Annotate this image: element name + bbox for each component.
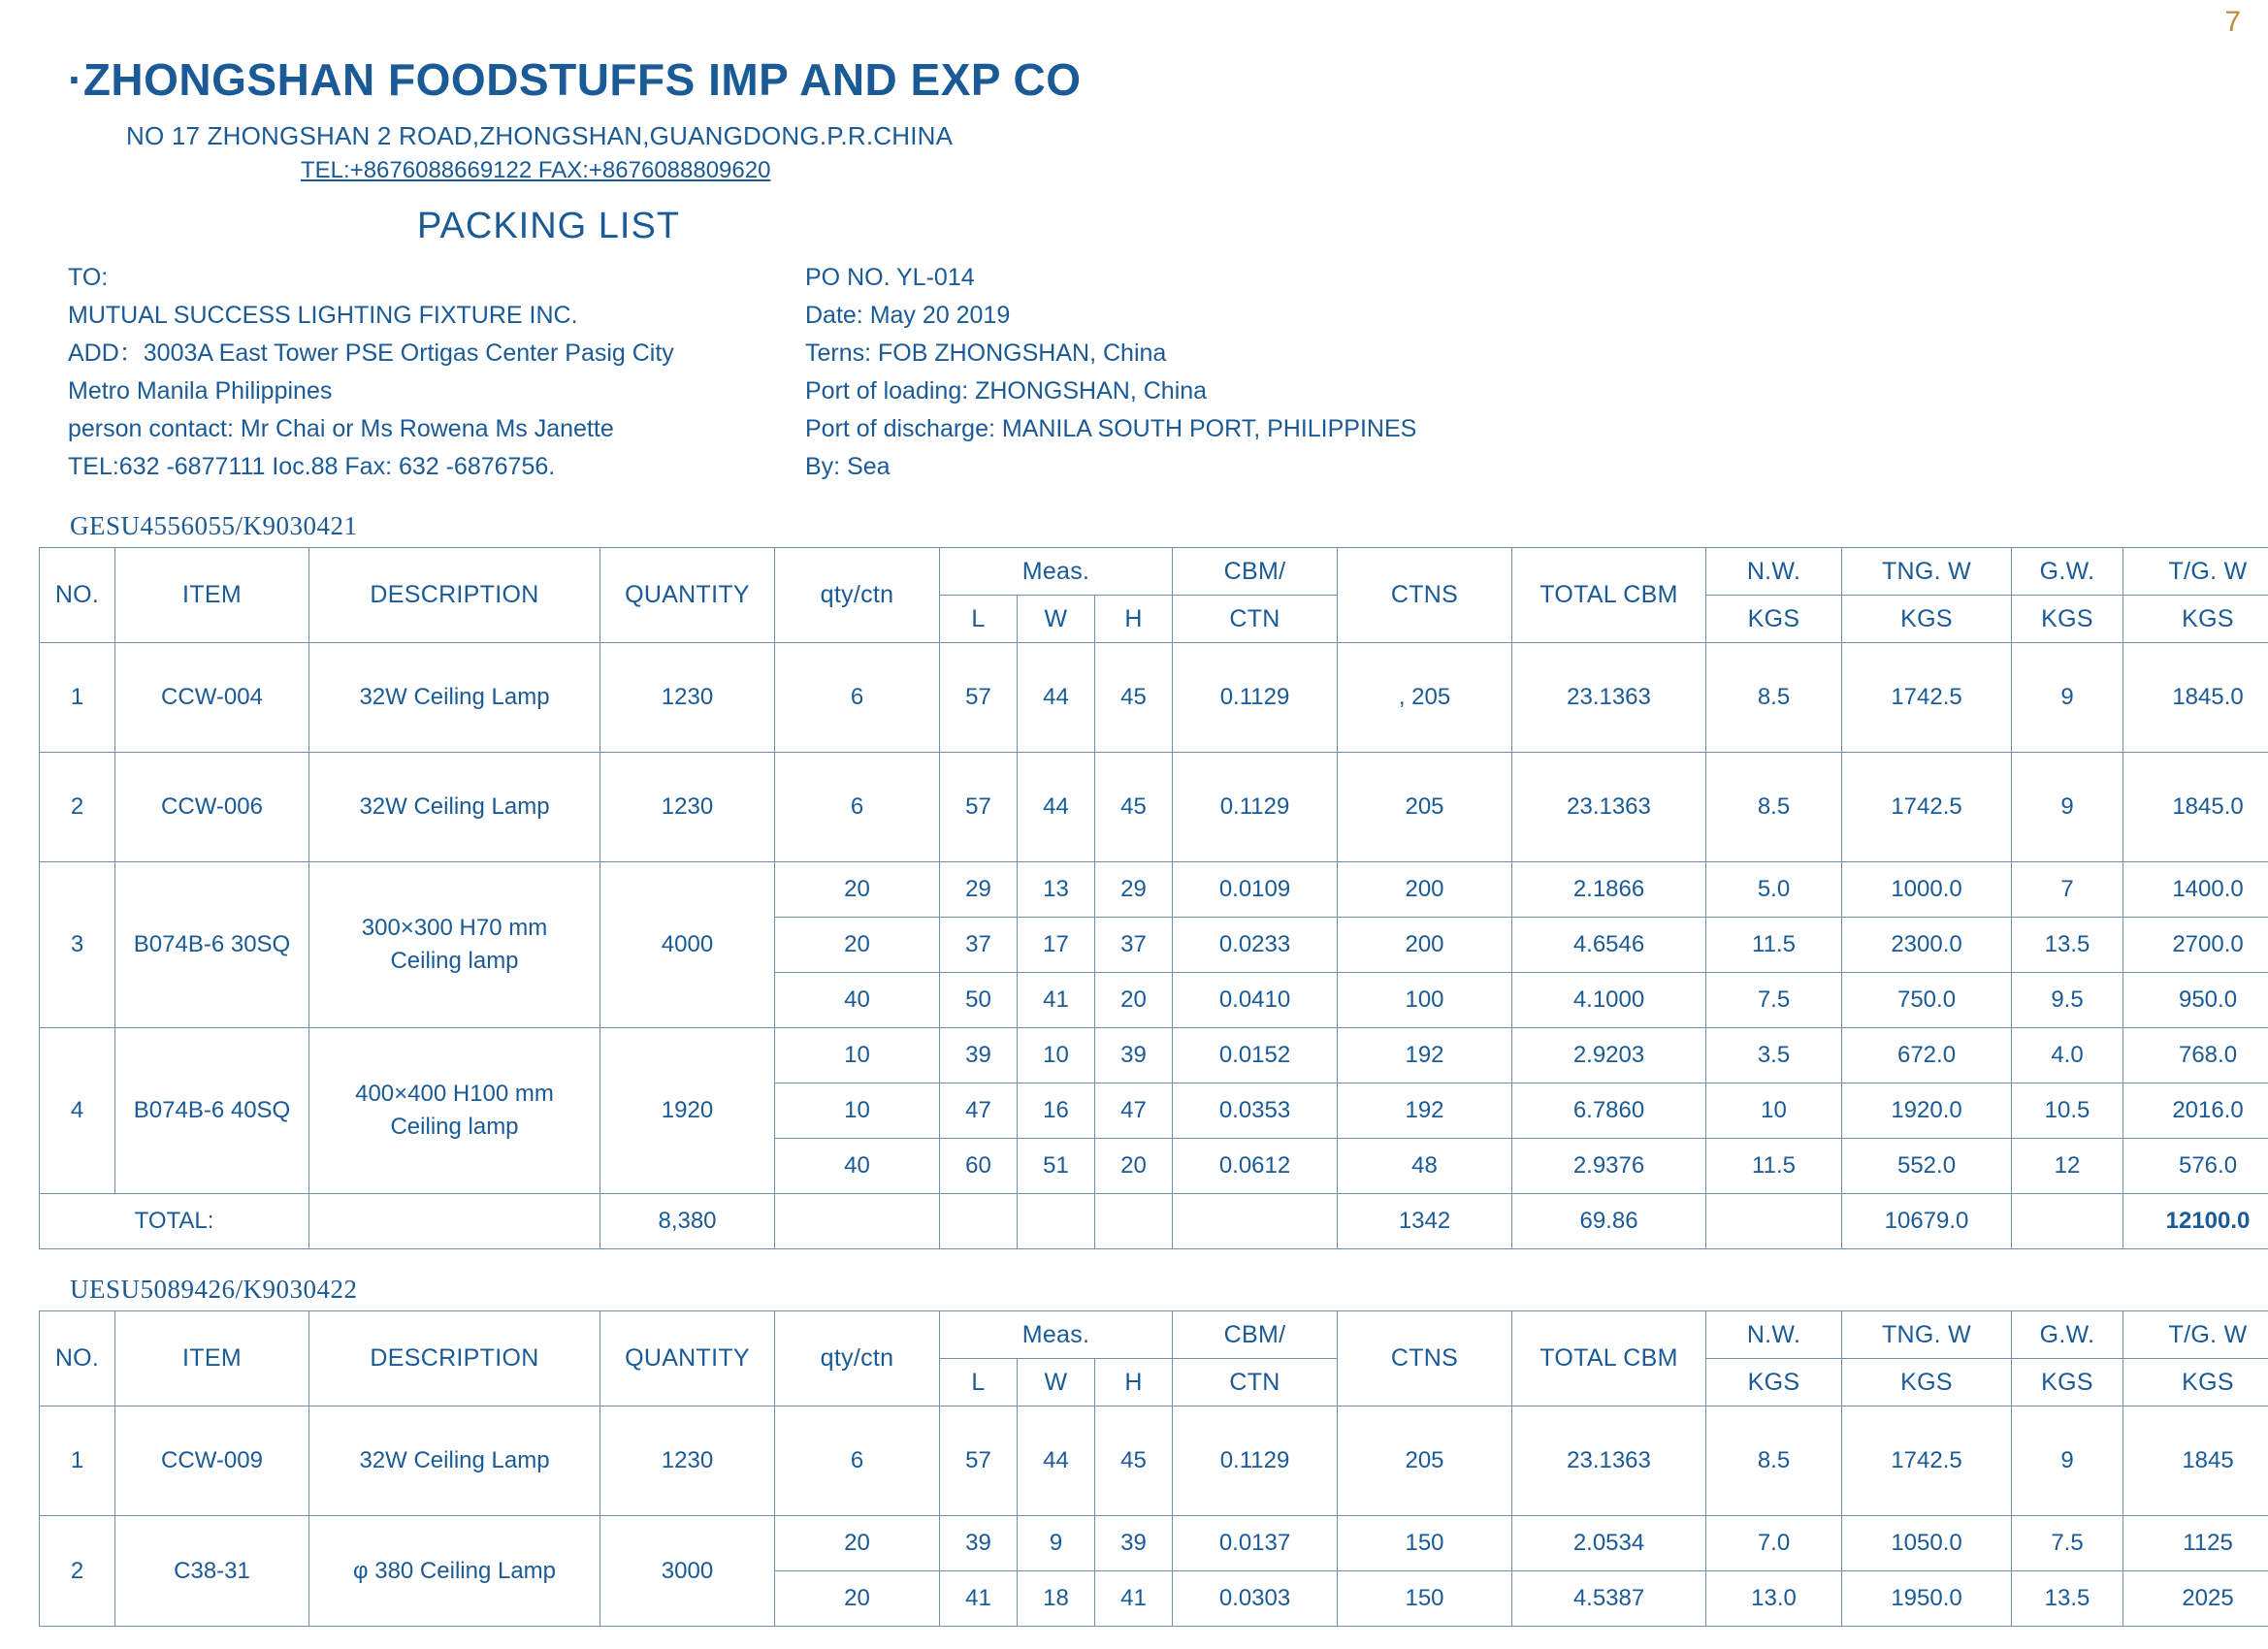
cell-nw: 13.0 [1706, 1571, 1842, 1627]
cell-description [309, 1028, 600, 1194]
cell-quantity: 3000 [600, 1516, 775, 1627]
port-of-loading: Port of loading: ZHONGSHAN, China [805, 377, 1208, 404]
col-cbm-per-ctn-bottom: CTN [1173, 1359, 1338, 1406]
consignee-address-2: Metro Manila Philippines [68, 377, 333, 404]
total-w-blank [1018, 1194, 1095, 1249]
col-quantity: QUANTITY [600, 1311, 775, 1406]
cell-tng: 2300.0 [1842, 918, 2012, 973]
col-tng-bottom: KGS [1842, 1359, 2012, 1406]
cell-tng: 1742.5 [1842, 643, 2012, 753]
table-header-row-top [40, 1311, 2268, 1359]
cell-total-cbm: 4.1000 [1512, 973, 1706, 1028]
total-h-blank [1095, 1194, 1173, 1249]
cell-total-cbm: 23.1363 [1512, 643, 1706, 753]
cell-no: 4 [40, 1028, 115, 1194]
cell-total-cbm: 4.5387 [1512, 1571, 1706, 1627]
letterhead [0, 0, 2268, 247]
cell-description: 32W Ceiling Lamp [309, 643, 600, 753]
cell-height: 20 [1095, 973, 1173, 1028]
cell-cbm-per-ctn: 0.0612 [1173, 1139, 1338, 1194]
cell-cbm-per-ctn: 0.0152 [1173, 1028, 1338, 1083]
cell-qty-per-ctn: 20 [775, 918, 940, 973]
cell-ctns: 205 [1338, 1406, 1512, 1516]
container-number-1: GESU4556055/K9030421 [70, 511, 358, 540]
col-tng-top: TNG. W [1842, 548, 2012, 596]
cell-quantity: 1920 [600, 1028, 775, 1194]
cell-width: 18 [1018, 1571, 1095, 1627]
cell-height: 39 [1095, 1516, 1173, 1571]
po-number: PO NO. YL-014 [805, 264, 975, 291]
col-item: ITEM [115, 1311, 309, 1406]
cell-tng: 1742.5 [1842, 753, 2012, 862]
cell-quantity: 4000 [600, 862, 775, 1028]
cell-qty-per-ctn: 10 [775, 1083, 940, 1139]
table-total-row [40, 1194, 2268, 1249]
cell-nw: 8.5 [1706, 643, 1842, 753]
cell-qty-per-ctn: 6 [775, 643, 940, 753]
cell-nw: 11.5 [1706, 1139, 1842, 1194]
col-nw-top: N.W. [1706, 1311, 1842, 1359]
cell-height: 39 [1095, 1028, 1173, 1083]
col-qty-per-ctn: qty/ctn [775, 1311, 940, 1406]
cell-total-cbm: 23.1363 [1512, 1406, 1706, 1516]
cell-gw: 10.5 [2012, 1083, 2123, 1139]
col-cbm-per-ctn-top: CBM/ [1173, 548, 1338, 596]
col-gw-bottom: KGS [2012, 596, 2123, 643]
cell-quantity: 1230 [600, 753, 775, 862]
cell-tng: 750.0 [1842, 973, 2012, 1028]
container-number-2: UESU5089426/K9030422 [70, 1275, 358, 1304]
company-telfax: TEL:+8676088669122 FAX:+8676088809620 [301, 157, 771, 183]
cell-width: 51 [1018, 1139, 1095, 1194]
cell-tgw: 2025 [2123, 1571, 2268, 1627]
cell-tng: 672.0 [1842, 1028, 2012, 1083]
cell-nw: 7.0 [1706, 1516, 1842, 1571]
cell-gw: 7.5 [2012, 1516, 2123, 1571]
cell-qty-per-ctn: 6 [775, 753, 940, 862]
col-total-cbm: TOTAL CBM [1512, 1311, 1706, 1406]
cell-length: 39 [940, 1516, 1018, 1571]
cell-width: 17 [1018, 918, 1095, 973]
col-tgw-top: T/G. W [2123, 1311, 2268, 1359]
col-tgw-bottom: KGS [2123, 596, 2268, 643]
cell-cbm-per-ctn: 0.1129 [1173, 1406, 1338, 1516]
table-row [40, 862, 2268, 918]
cell-total-cbm: 4.6546 [1512, 918, 1706, 973]
cell-tgw: 1845.0 [2123, 643, 2268, 753]
cell-item: CCW-009 [115, 1406, 309, 1516]
cell-tgw: 1845.0 [2123, 753, 2268, 862]
cell-height: 45 [1095, 643, 1173, 753]
cell-nw: 8.5 [1706, 1406, 1842, 1516]
cell-qty-per-ctn: 6 [775, 1406, 940, 1516]
cell-width: 13 [1018, 862, 1095, 918]
col-nw-bottom: KGS [1706, 1359, 1842, 1406]
table-row [40, 643, 2268, 753]
cell-ctns: 150 [1338, 1516, 1512, 1571]
table-row [40, 1516, 2268, 1571]
cell-ctns: 100 [1338, 973, 1512, 1028]
col-nw-bottom: KGS [1706, 596, 1842, 643]
col-width: W [1018, 596, 1095, 643]
cell-ctns: 192 [1338, 1083, 1512, 1139]
cell-height: 37 [1095, 918, 1173, 973]
cell-qty-per-ctn: 40 [775, 1139, 940, 1194]
col-gw-top: G.W. [2012, 1311, 2123, 1359]
col-length: L [940, 596, 1018, 643]
cell-gw: 9 [2012, 1406, 2123, 1516]
col-gw-bottom: KGS [2012, 1359, 2123, 1406]
total-gw-blank [2012, 1194, 2123, 1249]
cell-height: 41 [1095, 1571, 1173, 1627]
cell-length: 57 [940, 643, 1018, 753]
cell-length: 29 [940, 862, 1018, 918]
cell-tgw: 768.0 [2123, 1028, 2268, 1083]
cell-width: 41 [1018, 973, 1095, 1028]
cell-item: C38-31 [115, 1516, 309, 1627]
cell-total-cbm: 23.1363 [1512, 753, 1706, 862]
cell-height: 29 [1095, 862, 1173, 918]
cell-description: φ 380 Ceiling Lamp [309, 1516, 600, 1627]
cell-width: 9 [1018, 1516, 1095, 1571]
cell-length: 50 [940, 973, 1018, 1028]
cell-gw: 7 [2012, 862, 2123, 918]
cell-ctns: 48 [1338, 1139, 1512, 1194]
cell-gw: 13.5 [2012, 1571, 2123, 1627]
cell-length: 37 [940, 918, 1018, 973]
col-description: DESCRIPTION [309, 1311, 600, 1406]
cell-gw: 4.0 [2012, 1028, 2123, 1083]
cell-cbm-per-ctn: 0.1129 [1173, 753, 1338, 862]
col-width: W [1018, 1359, 1095, 1406]
col-tng-top: TNG. W [1842, 1311, 2012, 1359]
total-nw-blank [1706, 1194, 1842, 1249]
col-ctns: CTNS [1338, 1311, 1512, 1406]
cell-description-line2: Ceiling lamp [390, 948, 519, 974]
cell-qty-per-ctn: 20 [775, 1571, 940, 1627]
cell-cbm-per-ctn: 0.0353 [1173, 1083, 1338, 1139]
shipment-mode: By: Sea [805, 453, 891, 480]
cell-nw: 11.5 [1706, 918, 1842, 973]
cell-qty-per-ctn: 20 [775, 862, 940, 918]
total-tng: 10679.0 [1842, 1194, 2012, 1249]
total-ctns: 1342 [1338, 1194, 1512, 1249]
cell-cbm-per-ctn: 0.0410 [1173, 973, 1338, 1028]
cell-tng: 1920.0 [1842, 1083, 2012, 1139]
col-no: NO. [40, 548, 115, 643]
cell-tgw: 2700.0 [2123, 918, 2268, 973]
cell-gw: 13.5 [2012, 918, 2123, 973]
cell-total-cbm: 2.0534 [1512, 1516, 1706, 1571]
cell-ctns: 200 [1338, 918, 1512, 973]
col-total-cbm: TOTAL CBM [1512, 548, 1706, 643]
order-date: Date: May 20 2019 [805, 302, 1011, 329]
order-block [805, 259, 1678, 486]
consignee-address-1: ADD：3003A East Tower PSE Ortigas Center Pasig City [68, 340, 674, 367]
cell-description [309, 862, 600, 1028]
order-terms: Terns: FOB ZHONGSHAN, China [805, 340, 1167, 367]
packing-table-2 [39, 1310, 2268, 1627]
cell-nw: 5.0 [1706, 862, 1842, 918]
cell-item: B074B-6 30SQ [115, 862, 309, 1028]
cell-nw: 3.5 [1706, 1028, 1842, 1083]
cell-qty-per-ctn: 40 [775, 973, 940, 1028]
table-row [40, 753, 2268, 862]
cell-no: 1 [40, 1406, 115, 1516]
col-quantity: QUANTITY [600, 548, 775, 643]
cell-cbm-per-ctn: 0.0303 [1173, 1571, 1338, 1627]
col-tng-bottom: KGS [1842, 596, 2012, 643]
cell-tgw: 2016.0 [2123, 1083, 2268, 1139]
col-meas: Meas. [940, 548, 1173, 596]
cell-tgw: 950.0 [2123, 973, 2268, 1028]
col-height: H [1095, 596, 1173, 643]
cell-tng: 1000.0 [1842, 862, 2012, 918]
cell-gw: 9 [2012, 753, 2123, 862]
cell-item: B074B-6 40SQ [115, 1028, 309, 1194]
total-tgw: 12100.0 [2123, 1194, 2268, 1249]
cell-gw: 9.5 [2012, 973, 2123, 1028]
packing-table-1 [39, 547, 2268, 1249]
table-row [40, 1406, 2268, 1516]
col-tgw-top: T/G. W [2123, 548, 2268, 596]
col-meas: Meas. [940, 1311, 1173, 1359]
cell-cbm-per-ctn: 0.0137 [1173, 1516, 1338, 1571]
col-qty-per-ctn: qty/ctn [775, 548, 940, 643]
col-ctns: CTNS [1338, 548, 1512, 643]
table-row [40, 1028, 2268, 1083]
cell-cbm-per-ctn: 0.0109 [1173, 862, 1338, 918]
total-qty-per-ctn-blank [775, 1194, 940, 1249]
page-title: PACKING LIST [417, 206, 681, 246]
table-header-row-top [40, 548, 2268, 596]
cell-qty-per-ctn: 20 [775, 1516, 940, 1571]
cell-no: 2 [40, 753, 115, 862]
cell-width: 44 [1018, 753, 1095, 862]
port-of-discharge: Port of discharge: MANILA SOUTH PORT, PHILIPPINES [805, 415, 1417, 442]
cell-length: 39 [940, 1028, 1018, 1083]
company-address: NO 17 ZHONGSHAN 2 ROAD,ZHONGSHAN,GUANGDONG.P.R.CHINA [126, 121, 954, 150]
cell-ctns: 205 [1338, 753, 1512, 862]
cell-qty-per-ctn: 10 [775, 1028, 940, 1083]
cell-total-cbm: 2.9203 [1512, 1028, 1706, 1083]
cell-length: 41 [940, 1571, 1018, 1627]
cell-tng: 1742.5 [1842, 1406, 2012, 1516]
cell-length: 60 [940, 1139, 1018, 1194]
col-gw-top: G.W. [2012, 548, 2123, 596]
cell-height: 47 [1095, 1083, 1173, 1139]
total-label: TOTAL: [40, 1194, 309, 1249]
cell-length: 57 [940, 1406, 1018, 1516]
col-tgw-bottom: KGS [2123, 1359, 2268, 1406]
cell-gw: 12 [2012, 1139, 2123, 1194]
total-desc-blank [309, 1194, 600, 1249]
col-nw-top: N.W. [1706, 548, 1842, 596]
total-total-cbm: 69.86 [1512, 1194, 1706, 1249]
company-name: ·ZHONGSHAN FOODSTUFFS IMP AND EXP CO [68, 54, 1082, 105]
cell-height: 45 [1095, 1406, 1173, 1516]
cell-total-cbm: 2.9376 [1512, 1139, 1706, 1194]
cell-nw: 7.5 [1706, 973, 1842, 1028]
consignee-tel: TEL:632 -6877111 Ioc.88 Fax: 632 -6876756. [68, 453, 556, 480]
col-no: NO. [40, 1311, 115, 1406]
col-item: ITEM [115, 548, 309, 643]
cell-gw: 9 [2012, 643, 2123, 753]
total-quantity: 8,380 [600, 1194, 775, 1249]
cell-width: 44 [1018, 1406, 1095, 1516]
cell-tgw: 1125 [2123, 1516, 2268, 1571]
total-cbm-ctn-blank [1173, 1194, 1338, 1249]
cell-width: 10 [1018, 1028, 1095, 1083]
cell-ctns: 192 [1338, 1028, 1512, 1083]
cell-quantity: 1230 [600, 643, 775, 753]
cell-tng: 552.0 [1842, 1139, 2012, 1194]
col-cbm-per-ctn-bottom: CTN [1173, 596, 1338, 643]
corner-mark: 7 [2224, 6, 2241, 38]
cell-width: 16 [1018, 1083, 1095, 1139]
cell-height: 45 [1095, 753, 1173, 862]
col-description: DESCRIPTION [309, 548, 600, 643]
col-height: H [1095, 1359, 1173, 1406]
cell-ctns: , 205 [1338, 643, 1512, 753]
cell-ctns: 150 [1338, 1571, 1512, 1627]
cell-no: 2 [40, 1516, 115, 1627]
cell-total-cbm: 6.7860 [1512, 1083, 1706, 1139]
cell-description-line1: 300×300 H70 mm [361, 915, 548, 941]
cell-description-line2: Ceiling lamp [390, 1114, 519, 1140]
cell-description-line1: 400×400 H100 mm [355, 1081, 554, 1107]
cell-tng: 1950.0 [1842, 1571, 2012, 1627]
consignee-contact: person contact: Mr Chai or Ms Rowena Ms Janette [68, 415, 614, 442]
total-l-blank [940, 1194, 1018, 1249]
cell-quantity: 1230 [600, 1406, 775, 1516]
cell-no: 1 [40, 643, 115, 753]
cell-tgw: 1400.0 [2123, 862, 2268, 918]
cell-cbm-per-ctn: 0.1129 [1173, 643, 1338, 753]
cell-item: CCW-004 [115, 643, 309, 753]
col-length: L [940, 1359, 1018, 1406]
to-label: TO: [68, 264, 109, 291]
cell-height: 20 [1095, 1139, 1173, 1194]
consignee-name: MUTUAL SUCCESS LIGHTING FIXTURE INC. [68, 302, 578, 329]
cell-description: 32W Ceiling Lamp [309, 1406, 600, 1516]
cell-nw: 8.5 [1706, 753, 1842, 862]
cell-tgw: 576.0 [2123, 1139, 2268, 1194]
consignee-block [68, 259, 805, 486]
cell-no: 3 [40, 862, 115, 1028]
cell-cbm-per-ctn: 0.0233 [1173, 918, 1338, 973]
cell-length: 57 [940, 753, 1018, 862]
cell-tng: 1050.0 [1842, 1516, 2012, 1571]
col-cbm-per-ctn-top: CBM/ [1173, 1311, 1338, 1359]
cell-item: CCW-006 [115, 753, 309, 862]
cell-length: 47 [940, 1083, 1018, 1139]
cell-total-cbm: 2.1866 [1512, 862, 1706, 918]
cell-description: 32W Ceiling Lamp [309, 753, 600, 862]
parties-block [0, 259, 2268, 486]
cell-nw: 10 [1706, 1083, 1842, 1139]
cell-width: 44 [1018, 643, 1095, 753]
cell-tgw: 1845 [2123, 1406, 2268, 1516]
cell-ctns: 200 [1338, 862, 1512, 918]
